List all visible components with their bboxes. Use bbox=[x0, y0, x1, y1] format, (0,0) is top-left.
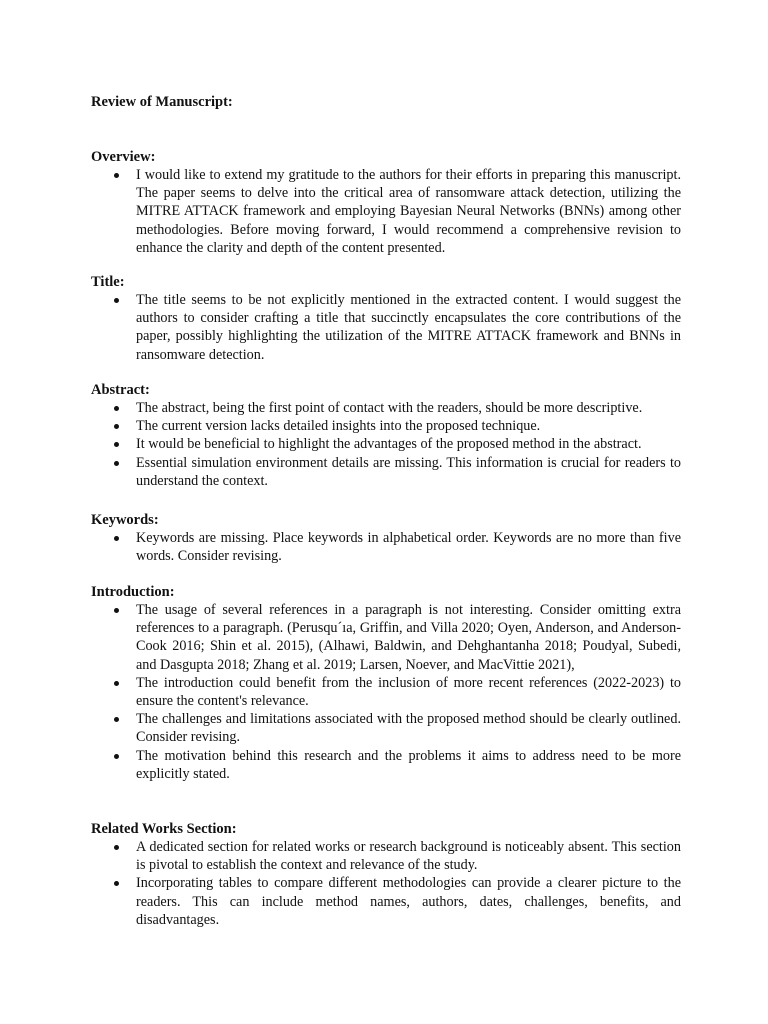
bullet-list bbox=[91, 529, 681, 565]
bullet-icon bbox=[114, 608, 119, 613]
list-item bbox=[91, 838, 681, 874]
list-item-text: The abstract, being the first point of contact with the readers, should be more descriptive. bbox=[136, 400, 643, 416]
bullet-list bbox=[91, 601, 681, 783]
section-introduction bbox=[91, 583, 681, 783]
list-item-text: The usage of several references in a paragraph is not interesting. Consider omitting extra references to a paragraph. (Perusqu´ıa, Griffin, and Villa 2020; Oyen, Anderson, and Anderson-Cook 2016; Shin et al. 2015), (Alhawi, Baldwin, and Dehghantanha 2018; Poudyal, Subedi, and Dasgupta 2018; Zhang et al. 2019; Larsen, Noever, and MacVittie 2021), bbox=[136, 602, 681, 673]
section-related-works bbox=[91, 820, 681, 929]
bullet-list bbox=[91, 166, 681, 257]
list-item-text: A dedicated section for related works or research background is noticeably absent. This section is pivotal to establish the context and relevance of the study. bbox=[136, 839, 681, 874]
bullet-list bbox=[91, 399, 681, 490]
section-heading: Related Works Section: bbox=[91, 821, 237, 837]
list-item-text: The current version lacks detailed insights into the proposed technique. bbox=[136, 418, 541, 435]
bullet-icon bbox=[114, 754, 119, 759]
list-item-text: The motivation behind this research and the problems it aims to address need to be more explicitly stated. bbox=[136, 747, 681, 782]
bullet-icon bbox=[114, 881, 119, 886]
bullet-icon bbox=[114, 442, 119, 447]
list-item-text: The introduction could benefit from the inclusion of more recent references (2022-2023) to ensure the content's relevance. bbox=[136, 674, 681, 710]
bullet-icon bbox=[114, 406, 119, 411]
list-item bbox=[91, 435, 681, 453]
bullet-icon bbox=[114, 681, 119, 686]
list-item bbox=[91, 601, 681, 674]
bullet-icon bbox=[114, 173, 119, 178]
section-heading: Title: bbox=[91, 274, 125, 290]
list-item-text: Keywords are missing. Place keywords in alphabetical order. Keywords are no more than five words. Consider revising. bbox=[136, 530, 681, 565]
section-heading: Keywords: bbox=[91, 512, 159, 528]
bullet-icon bbox=[114, 298, 119, 303]
list-item-text: Essential simulation environment details are missing. This information is crucial for readers to understand the context. bbox=[136, 454, 681, 489]
list-item-text: I would like to extend my gratitude to the authors for their efforts in preparing this manuscript. The paper seems to delve into the critical area of ransomware attack detection, utilizing the MITRE ATTACK framework and employing Bayesian Neural Networks (BNNs) among other methodologies. Before moving forward, I would recommend a comprehensive revision to enhance the clarity and depth of the content presented. bbox=[136, 167, 681, 256]
list-item bbox=[91, 166, 681, 257]
list-item bbox=[91, 529, 681, 565]
list-item bbox=[91, 747, 681, 783]
list-item bbox=[91, 417, 681, 435]
list-item bbox=[91, 674, 681, 710]
list-item bbox=[91, 454, 681, 490]
bullet-list bbox=[91, 838, 681, 929]
list-item bbox=[91, 874, 681, 929]
bullet-icon bbox=[114, 536, 119, 541]
bullet-list bbox=[91, 291, 681, 364]
section-title bbox=[91, 273, 681, 364]
list-item-text: The challenges and limitations associated with the proposed method should be clearly outlined. Consider revising. bbox=[136, 711, 681, 746]
list-item-text: Incorporating tables to compare different methodologies can provide a clearer picture to the readers. This can include method names, authors, dates, challenges, benefits, and disadvantages. bbox=[136, 875, 681, 928]
list-item bbox=[91, 399, 681, 417]
list-item bbox=[91, 291, 681, 364]
bullet-icon bbox=[114, 424, 119, 429]
list-item-text: It would be beneficial to highlight the advantages of the proposed method in the abstract. bbox=[136, 436, 642, 453]
bullet-icon bbox=[114, 717, 119, 722]
bullet-icon bbox=[114, 461, 119, 466]
section-overview bbox=[91, 148, 681, 257]
list-item-text: The title seems to be not explicitly mentioned in the extracted content. I would suggest the authors to consider crafting a title that succinctly encapsulates the core contributions of the paper, possibly highlighting the utilization of the MITRE ATTACK framework and BNNs in ransomware detection. bbox=[136, 292, 681, 363]
section-keywords bbox=[91, 511, 681, 565]
section-abstract bbox=[91, 381, 681, 490]
section-heading: Introduction: bbox=[91, 584, 175, 600]
bullet-icon bbox=[114, 845, 119, 850]
section-heading: Abstract: bbox=[91, 382, 150, 398]
section-heading: Overview: bbox=[91, 149, 156, 165]
list-item bbox=[91, 710, 681, 746]
document-title: Review of Manuscript: bbox=[91, 94, 233, 110]
